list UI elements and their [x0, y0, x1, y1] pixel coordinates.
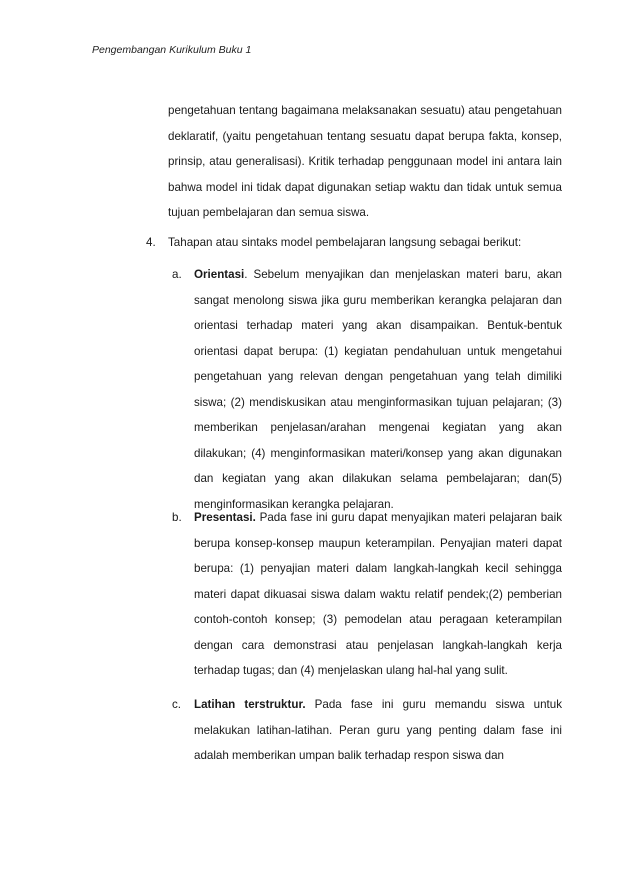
- sub-item-term: Presentasi.: [194, 511, 256, 524]
- sub-item-body: [194, 262, 562, 517]
- sub-item-body: [194, 692, 562, 769]
- sub-item-text: . Sebelum menyajikan dan menjelaskan materi baru, akan sangat menolong siswa jika guru memberikan kerangka pelajaran dan orientasi terhadap materi yang akan disampaikan. Bentuk-bentuk orientasi dapat berupa: (1) kegiatan pendahuluan untuk mengetahui pengetahuan yang relevan dengan pengetahuan yang telah dimiliki siswa; (2) mendiskusikan atau menginformasikan tujuan pelajaran; (3) memberikan penjelasan/arahan mengenai kegiatan yang akan dilakukan; (4) menginformasikan materi/konsep yang akan digunakan dan kegiatan yang akan dilakukan selama pembelajaran; dan(5) menginformasikan kerangka pelajaran.: [194, 268, 562, 511]
- running-header: Pengembangan Kurikulum Buku 1: [92, 44, 252, 56]
- list-item-4-text: Tahapan atau sintaks model pembelajaran langsung sebagai berikut:: [168, 236, 522, 249]
- sub-item-term: Latihan terstruktur.: [194, 698, 306, 711]
- sub-item-term: Orientasi: [194, 268, 245, 281]
- list-number: 4.: [146, 236, 156, 249]
- sub-item-letter: b.: [172, 511, 182, 524]
- sub-item-text: Pada fase ini guru memandu siswa untuk melakukan latihan-latihan. Peran guru yang penting dalam fase ini adalah memberikan umpan balik terhadap respon siswa dan: [194, 698, 563, 762]
- sub-item-letter: c.: [172, 698, 182, 711]
- sub-item-letter: a.: [172, 268, 182, 281]
- sub-item-text: Pada fase ini guru dapat menyajikan materi pelajaran baik berupa konsep-konsep maupun keterampilan. Penyajian materi dapat berupa: (1) penyajian materi dalam langkah-langkah kecil sehingga materi dapat dikuasai siswa dalam waktu relatif pendek;(2) pemberian contoh-contoh konsep; (3) pemodelan atau peragaan keterampilan dengan cara demonstrasi atau penjelasan langkah-langkah kerja terhadap tugas; dan (4) menjelaskan ulang hal-hal yang sulit.: [194, 511, 562, 677]
- intro-paragraph: pengetahuan tentang bagaimana melaksanakan sesuatu) atau pengetahuan deklaratif, (yaitu pengetahuan tentang sesuatu dapat berupa fakta, konsep, prinsip, atau generalisasi). Kritik terhadap penggunaan model ini antara lain bahwa model ini tidak dapat digunakan setiap waktu dan tidak untuk semua tujuan pembelajaran dan semua siswa.: [168, 104, 562, 219]
- sub-item-body: [194, 505, 562, 684]
